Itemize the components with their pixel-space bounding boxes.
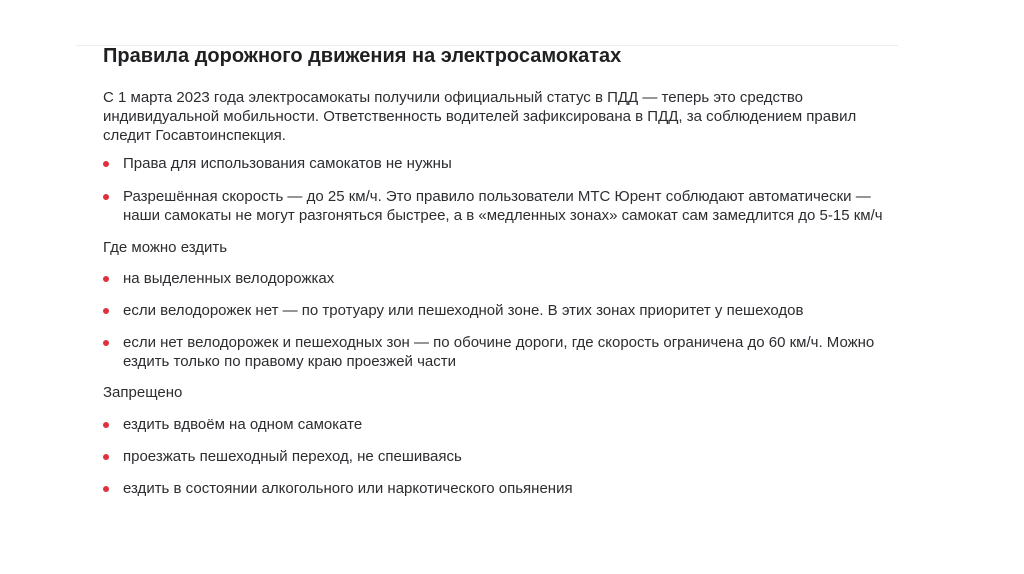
- section-heading-where: Где можно ездить: [103, 239, 228, 256]
- intro-paragraph: С 1 марта 2023 года электросамокаты получили официальный статус в ПДД — теперь это средство индивидуальной мобильности. Ответственность водителей зафиксирована в ПДД, за соблюдением правил следит Госавтоинспекция.: [103, 89, 857, 144]
- where-list: [103, 269, 883, 371]
- list-item: [103, 154, 883, 173]
- list-item: [103, 415, 883, 434]
- list-item: [103, 269, 883, 288]
- list-item: [103, 479, 883, 498]
- list-item-text: проезжать пешеходный переход, не спешиваясь: [123, 448, 462, 465]
- list-item-text: Разрешённая скорость — до 25 км/ч. Это правило пользователи МТС Юрент соблюдают автоматически — наши самокаты не могут разгоняться быстрее, а в «медленных зонах» самокат сам замедлится до 5-15 км/ч: [123, 188, 883, 224]
- bullet-icon: [103, 276, 109, 282]
- bullet-icon: [103, 454, 109, 460]
- bullet-icon: [103, 422, 109, 428]
- section-heading-forbidden: Запрещено: [103, 384, 183, 401]
- article: [103, 44, 883, 498]
- list-item: [103, 447, 883, 466]
- list-item: [103, 301, 883, 320]
- list-item-text: на выделенных велодорожках: [123, 270, 335, 287]
- rules-list: [103, 154, 883, 225]
- bullet-icon: [103, 194, 109, 200]
- bullet-icon: [103, 161, 109, 167]
- bullet-icon: [103, 486, 109, 492]
- list-item: [103, 187, 883, 225]
- list-item-text: ездить вдвоём на одном самокате: [123, 416, 363, 433]
- list-item-text: если велодорожек нет — по тротуару или пешеходной зоне. В этих зонах приоритет у пешеходов: [123, 302, 804, 319]
- list-item-text: если нет велодорожек и пешеходных зон — по обочине дороги, где скорость ограничена до 60 км/ч. Можно ездить только по правому краю проезжей части: [123, 334, 875, 370]
- list-item: [103, 333, 883, 371]
- bullet-icon: [103, 340, 109, 346]
- list-item-text: ездить в состоянии алкогольного или наркотического опьянения: [123, 480, 573, 497]
- forbidden-list: [103, 415, 883, 498]
- page-title: Правила дорожного движения на электросамокатах: [103, 45, 622, 67]
- list-item-text: Права для использования самокатов не нужны: [123, 155, 452, 172]
- bullet-icon: [103, 308, 109, 314]
